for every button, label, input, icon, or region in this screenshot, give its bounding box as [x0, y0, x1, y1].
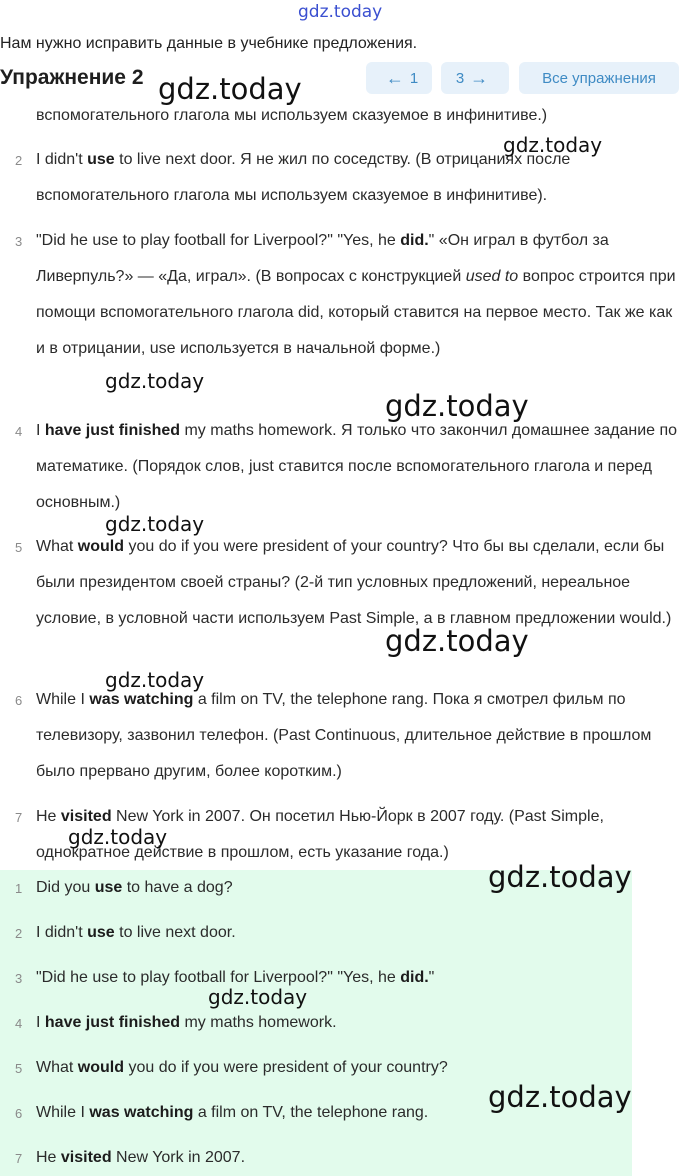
text-span: a film on TV, the telephone rang. Пока я смотрел фильм по телевизору, зазвонил телефон. (Past Continuous, длительное действие в прошлом было прервано другим, более коротким.) — [36, 691, 652, 780]
explanation-number: 6 — [15, 693, 23, 708]
text-span: New York in 2007. — [111, 1149, 246, 1166]
next-exercise-label: 3 — [455, 69, 465, 87]
explanation-text — [36, 223, 678, 367]
text-span: " — [428, 969, 435, 986]
text-span: to live next door. Я не жил по соседству. (В отрицаниях после вспомогательного глагола мы используем сказуемое в инфинитиве). — [36, 151, 571, 204]
text-span: I didn't — [36, 151, 88, 168]
emphasis: use — [87, 151, 115, 168]
exercise-title: Упражнение 2 — [0, 66, 144, 89]
watermark-text: gdz.today — [385, 389, 529, 423]
prev-exercise-button[interactable] — [366, 62, 432, 94]
emphasis: visited — [60, 1149, 112, 1166]
emphasis: was watching — [89, 1104, 194, 1121]
answer-number: 4 — [15, 1016, 23, 1031]
intro-text: Нам нужно исправить данные в учебнике предложения. — [0, 35, 418, 52]
watermark-text: gdz.today — [68, 825, 168, 849]
watermark-text: gdz.today — [488, 1080, 632, 1114]
all-exercises-button[interactable]: Все упражнения — [519, 62, 679, 94]
arrow-right-icon: → — [470, 67, 489, 88]
text-span: to have a dog? — [122, 879, 233, 896]
text-span: you do if you were president of your country? Что бы вы сделали, если бы были президентом своей страны? (2-й тип условных предложений, нереальное условие, в условной части используем Past Simple, а в главном предложении would.) — [36, 538, 672, 627]
text-span: вопрос строится при помощи вспомогательного глагола did, который ставится на первое место. Так же как и в отрицании, use используется в начальной форме.) — [36, 268, 676, 357]
text-span: you do if you were president of your country? — [124, 1059, 448, 1076]
exercise-header — [0, 60, 680, 96]
text-span: I — [36, 422, 45, 439]
watermark-text: gdz.today — [105, 512, 205, 536]
text-span: I — [36, 1014, 45, 1031]
answer-number: 6 — [15, 1106, 23, 1121]
text-span: " «Он играл в футбол за Ливерпуль?» — «Да, играл». (В вопросах с конструкцией — [36, 232, 609, 285]
answer-number: 3 — [15, 971, 23, 986]
answer-text — [36, 1005, 678, 1041]
answers-block — [0, 870, 632, 1176]
text-span: "Did he use to play football for Liverpool?" "Yes, he — [36, 969, 401, 986]
emphasis: was watching — [89, 691, 194, 708]
text-span: New York in 2007. Он посетил Нью-Йорк в 2007 году. (Past Simple, однократное действие в прошлом, есть указание года.) — [36, 808, 604, 861]
text-span: What — [36, 538, 78, 555]
text-span: Did you — [36, 879, 95, 896]
text-span: While I — [36, 691, 90, 708]
arrow-left-icon: ← — [385, 67, 404, 88]
answer-text — [36, 960, 678, 996]
prev-exercise-label: 1 — [409, 69, 419, 87]
explanation-text — [36, 529, 678, 637]
answer-number: 7 — [15, 1151, 23, 1166]
text-span: I didn't — [36, 924, 88, 941]
watermark-text: gdz.today — [105, 668, 205, 692]
text-span: "Did he use to play football for Liverpool?" "Yes, he — [36, 232, 401, 249]
answer-number: 5 — [15, 1061, 23, 1076]
emphasis: did. — [400, 969, 429, 986]
text-span: He — [36, 1149, 61, 1166]
explanation-number: 4 — [15, 424, 23, 439]
answer-text — [36, 915, 678, 951]
watermark-text: gdz.today — [105, 369, 205, 393]
watermark-text: gdz.today — [503, 133, 603, 157]
text-span: to live next door. — [114, 924, 236, 941]
explanation-text — [36, 413, 678, 521]
emphasis: did. — [400, 232, 429, 249]
emphasis: visited — [60, 808, 112, 825]
term: used to — [465, 268, 519, 285]
watermark-text: gdz.today — [208, 985, 308, 1009]
emphasis: would — [77, 1059, 125, 1076]
text-span: a film on TV, the telephone rang. — [193, 1104, 429, 1121]
emphasis: use — [87, 924, 115, 941]
text-span: While I — [36, 1104, 90, 1121]
emphasis: use — [94, 879, 123, 896]
next-exercise-button[interactable] — [441, 62, 509, 94]
explanation-number: 5 — [15, 540, 23, 555]
emphasis: have just finished — [44, 1014, 181, 1031]
answer-text — [36, 1140, 678, 1176]
answer-number: 1 — [15, 881, 23, 896]
watermark-text: gdz.today — [158, 72, 302, 106]
explanation-number: 3 — [15, 234, 23, 249]
explanation-number: 2 — [15, 153, 23, 168]
watermark-text: gdz.today — [488, 860, 632, 894]
partial-line-text: вспомогательного глагола мы используем сказуемое в инфинитиве.) — [36, 107, 548, 124]
text-span: my maths homework. — [180, 1014, 337, 1031]
site-logo-watermark: gdz.today — [298, 2, 383, 22]
text-span: my maths homework. Я только что закончил домашнее задание по математике. (Порядок слов, just ставится после вспомогательного глагола и перед основным.) — [36, 422, 678, 511]
text-span: He — [36, 808, 61, 825]
answer-number: 2 — [15, 926, 23, 941]
explanation-number: 7 — [15, 810, 23, 825]
explanation-text — [36, 682, 678, 790]
text-span: What — [36, 1059, 78, 1076]
emphasis: have just finished — [44, 422, 181, 439]
emphasis: would — [77, 538, 125, 555]
watermark-text: gdz.today — [385, 624, 529, 658]
